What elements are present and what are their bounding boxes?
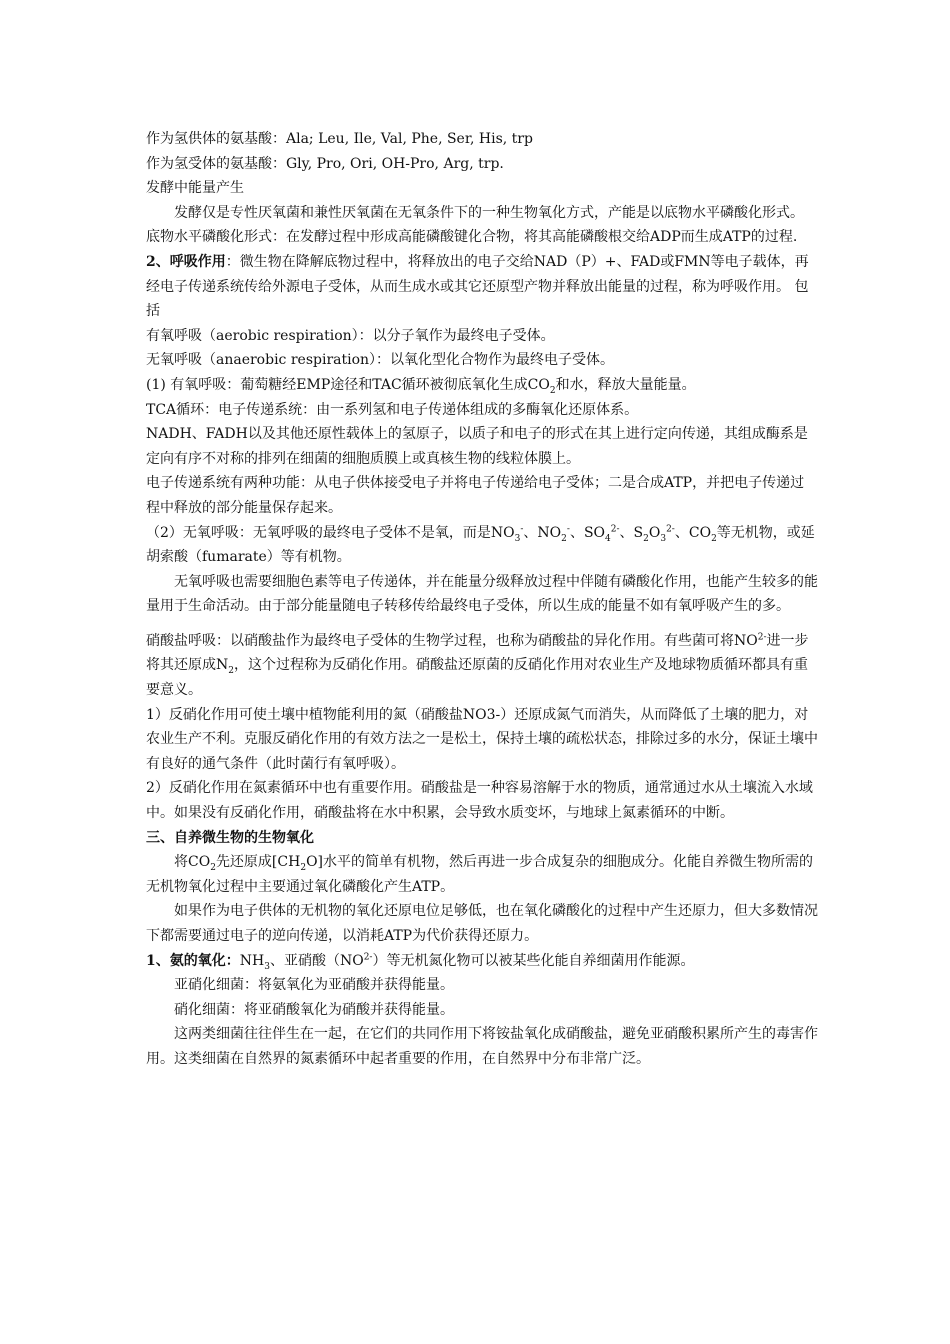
- paragraph-denitrification-2: 2）反硝化作用在氮素循环中也有重要作用。硝酸盐是一种容易溶解于水的物质，通常通过水从土壤流入水域中。如果没有反硝化作用，硝酸盐将在水中积累，会导致水质变坏，与地球上氮素循环的中断。: [146, 780, 813, 822]
- no2-base: NO: [537, 524, 562, 541]
- paragraph-nitrosifying-bacteria: 亚硝化细菌：将氨氧化为亚硝酸并获得能量。: [174, 977, 454, 994]
- co2-subscript: 2: [210, 863, 216, 874]
- separator: 、: [674, 524, 689, 541]
- paragraph-anaerobic-definition: 无氧呼吸（anaerobic respiration）：以氧化型化合物作为最终电子受体。: [146, 352, 615, 369]
- so4-subscript: 4: [605, 533, 611, 544]
- co2-base: CO: [688, 524, 712, 541]
- ammonia-text-b: 、亚硝酸（NO: [269, 952, 364, 969]
- paragraph-fermentation: 发酵仅是专性厌氧菌和兼性厌氧菌在无氧条件下的一种生物氧化方式，产能是以底物水平磷酸化形式。: [174, 204, 804, 221]
- paragraph-anaerobic-respiration: [146, 521, 818, 570]
- aerobic-text-a: (1) 有氧呼吸：葡萄糖经EMP途径和TAC循环被彻底氧化生成CO: [146, 376, 550, 393]
- paragraph-denitrification-1: 1）反硝化作用可使土壤中植物能利用的氮（硝酸盐NO3-）还原成氮气而消失，从而降低了土壤的肥力，对农业生产不利。克服反硝化作用的有效方法之一是松土，保持土壤的疏松状态，排除过多的水分，保证土壤中有良好的通气条件（此时菌行有氧呼吸）。: [146, 706, 818, 772]
- separator: 、: [523, 524, 538, 541]
- ch2o-subscript: 2: [300, 863, 307, 874]
- anaerobic-text-tail: 等无机物，或延胡索酸（fumarate）等有机物。: [146, 524, 815, 566]
- paragraph-bacteria-symbiosis: 这两类细菌往往伴生在一起，在它们的共同作用下将铵盐氧化成硝酸盐，避免亚硝酸积累所产生的毒害作用。这类细菌在自然界的氮素循环中起者重要的作用，在自然界中分布非常广泛。: [146, 1026, 818, 1067]
- nh3-subscript: 3: [264, 961, 270, 972]
- heading-fermentation-energy: 发酵中能量产生: [146, 180, 244, 197]
- heading-autotroph-oxidation: 三、自养微生物的生物氧化: [146, 829, 314, 846]
- s2o3-superscript: 2-: [666, 523, 675, 534]
- paragraph-co2-reduction: [146, 850, 818, 899]
- co2-text-a: 将CO: [174, 854, 211, 871]
- so4-base: SO: [583, 524, 606, 541]
- aerobic-text-b: 和水，释放大量能量。: [555, 376, 696, 393]
- s2o3-subscript-b: 3: [660, 533, 667, 544]
- aerobic-subscript: 2: [549, 385, 556, 396]
- s2o3-base: S: [633, 524, 644, 541]
- document-body: [146, 127, 818, 1072]
- no2-superscript: 2-: [363, 951, 373, 962]
- paragraph-tca-cycle: TCA循环：电子传递系统：由一系列氢和电子传递体组成的多酶氧化还原体系。: [146, 401, 639, 418]
- paragraph-hydrogen-acceptor-amino-acids: 作为氢受体的氨基酸：Gly, Pro, Ori, OH-Pro, Arg, trp.: [146, 155, 504, 172]
- no2-subscript: 2: [561, 533, 567, 544]
- nitrate-text-tail: ，这个过程称为反硝化作用。硝酸盐还原菌的反硝化作用对农业生产及地球物质循环都具有重要意义。: [146, 657, 808, 699]
- paragraph-nadh-fadh: NADH、FADH以及其他还原性载体上的氢原子，以质子和电子的形式在其上进行定向传递，其组成酶系是定向有序不对称的排列在细菌的细胞质膜上或真核生物的线粒体膜上。: [146, 426, 808, 467]
- so4-superscript: 2-: [610, 523, 620, 534]
- no3-superscript: -: [520, 523, 524, 534]
- paragraph-nitrate-respiration: [146, 629, 818, 703]
- paragraph-ammonia-oxidation: [146, 949, 818, 974]
- separator: 、: [569, 524, 584, 541]
- co2-text-mid: 先还原成[CH: [215, 854, 301, 871]
- heading-respiration: 2、呼吸作用: [146, 253, 226, 270]
- paragraph-aerobic-respiration: [146, 373, 818, 398]
- s2o3-mid: O: [648, 524, 661, 541]
- respiration-text: ：微生物在降解底物过程中，将释放出的电子交给NAD（P）+、FAD或FMN等电子载体，再经电子传递系统传给外源电子受体，从而生成水或其它还原型产物并释放出能量的过程，称为呼吸作用。 包括: [146, 253, 809, 320]
- nitrate-text-mid: 进一步将其还原成N: [146, 632, 809, 674]
- no2-superscript: -: [566, 523, 570, 534]
- paragraph-anaerobic-energy: 无氧呼吸也需要细胞色素等电子传递体，并在能量分级释放过程中伴随有磷酸化作用，也能产生较多的能量用于生命活动。由于部分能量随电子转移传给最终电子受体，所以生成的能量不如有氧呼吸产生的多。: [146, 573, 818, 615]
- ammonia-text-c: ）等无机氮化物可以被某些化能自养细菌用作能源。: [372, 952, 695, 969]
- no3-subscript: 3: [514, 533, 521, 544]
- s2o3-subscript-a: 2: [643, 533, 649, 544]
- paragraph-aerobic-definition: 有氧呼吸（aerobic respiration）：以分子氧作为最终电子受体。: [146, 327, 555, 344]
- nh3-base: NH: [239, 952, 265, 969]
- paragraph-reverse-electron-transport: 如果作为电子供体的无机物的氧化还原电位足够低，也在氧化磷酸化的过程中产生还原力，但大多数情况下都需要通过电子的逆向传递，以消耗ATP为代价获得还原力。: [146, 903, 818, 944]
- paragraph-nitrifying-bacteria: 硝化细菌：将亚硝酸氧化为硝酸并获得能量。: [174, 1001, 454, 1018]
- paragraph-respiration: [146, 250, 818, 324]
- separator: 、: [619, 524, 634, 541]
- paragraph-hydrogen-donor-amino-acids: 作为氢供体的氨基酸：Ala; Leu, Ile, Val, Phe, Ser, His, trp: [146, 131, 533, 147]
- anaerobic-text-a: （2）无氧呼吸：无氧呼吸的最终电子受体不是氧，而是NO: [146, 524, 515, 541]
- co2-text-tail: O]水平的简单有机物，然后再进一步合成复杂的细胞成分。化能自养微生物所需的无机物氧化过程中主要通过氧化磷酸化产生ATP。: [146, 854, 813, 895]
- nitrate-text-a: 硝酸盐呼吸：以硝酸盐作为最终电子受体的生物学过程，也称为硝酸盐的异化作用。有些菌可将NO: [146, 632, 758, 649]
- heading-ammonia-oxidation: 1、氨的氧化：: [146, 952, 240, 969]
- paragraph-electron-transport-functions: 电子传递系统有两种功能：从电子供体接受电子并将电子传递给电子受体；二是合成ATP，并把电子传递过程中释放的部分能量保存起来。: [146, 475, 805, 516]
- co2-subscript: 2: [711, 533, 717, 544]
- no2-superscript: 2-: [757, 632, 767, 643]
- n2-subscript: 2: [228, 666, 234, 677]
- paragraph-substrate-phosphorylation: 底物水平磷酸化形式：在发酵过程中形成高能磷酸键化合物，将其高能磷酸根交给ADP而生成ATP的过程.: [146, 229, 798, 246]
